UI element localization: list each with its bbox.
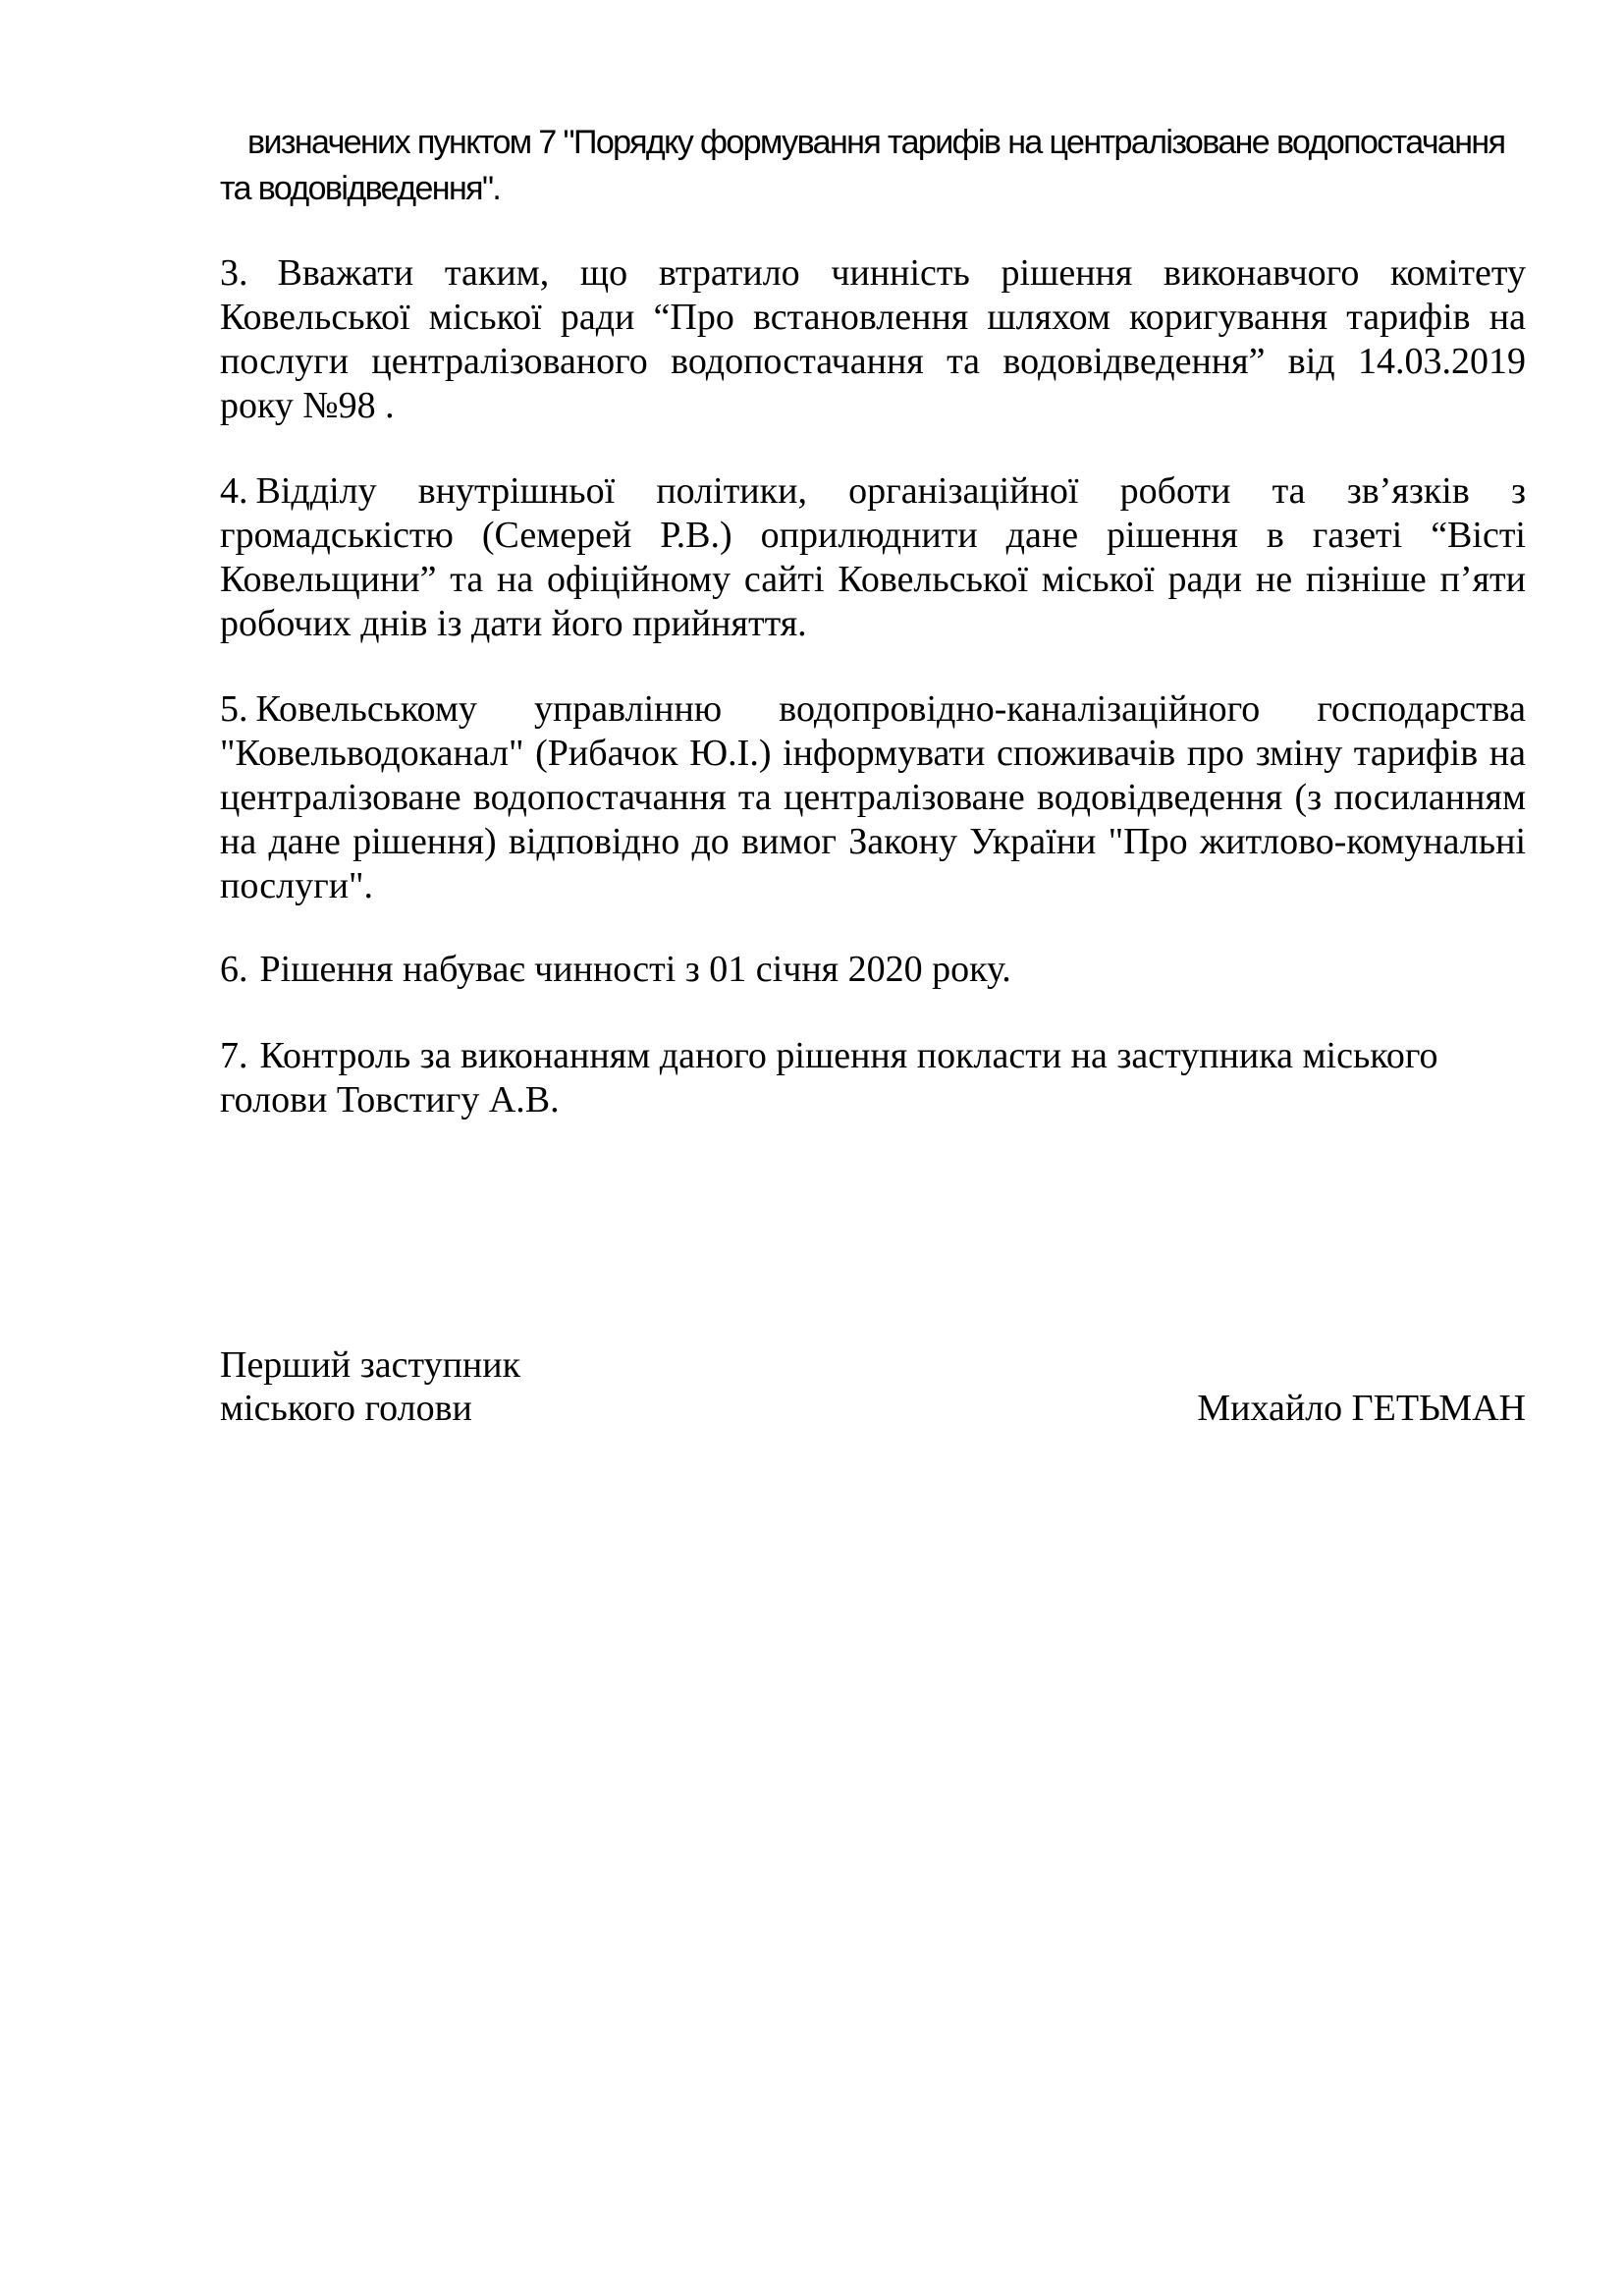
item-text: Контроль за виконанням даного рішення покласти на заступника міського голови Товстигу А.В.	[220, 1035, 1438, 1121]
item-text: Вважати таким, що втратило чинність рішення виконавчого комітету Ковельської міської ради “Про встановлення шляхом коригування тарифів на послуги централізованого водопостачання та водовідведення” від 14.03.2019 року №98 .	[220, 252, 1526, 426]
item-text: Рішення набуває чинності з 01 січня 2020 року.	[259, 949, 1011, 990]
item-text: Ковельському управлінню водопровідно-каналізаційного господарства "Ковельводоканал" (Рибачок Ю.І.) інформувати споживачів про зміну тарифів на централізоване водопостачання та централізоване водовідведення (з посиланням на дане рішення) відповідно до вимог Закону України "Про житлово-комунальні послуги".	[220, 688, 1526, 906]
continuation-paragraph	[220, 120, 1506, 212]
paragraph-item-4	[220, 469, 1526, 646]
paragraph-item-6	[220, 948, 1526, 992]
signature-block	[220, 1343, 1526, 1430]
item-number: 7.	[220, 1035, 248, 1076]
paragraph-item-3	[220, 251, 1526, 428]
paragraph-item-5	[220, 687, 1526, 908]
item-number: 6.	[220, 949, 248, 990]
item-number: 4.	[220, 470, 248, 512]
signatory-title-line-1: Перший заступник	[220, 1344, 521, 1386]
item-number: 3.	[220, 252, 248, 294]
signatory-name: Михайло ГЕТЬМАН	[1197, 1388, 1526, 1429]
item-number: 5.	[220, 688, 248, 730]
paragraph-item-7	[220, 1034, 1526, 1122]
continuation-line-2: та водовідведення".	[220, 170, 501, 207]
signature-row	[220, 1387, 1526, 1430]
continuation-line-1: визначених пунктом 7 "Порядку формування тарифів на централізоване водопостачання	[247, 124, 1505, 161]
item-text: Відділу внутрішньої політики, організаційної роботи та зв’язків з громадськістю (Семерей Р.В.) оприлюднити дане рішення в газеті “Вісті Ковельщини” та на офіційному сайті Ковельської міської ради не пізніше п’яти робочих днів із дати його прийняття.	[220, 470, 1526, 644]
signatory-title-line-2: міського голови	[220, 1388, 472, 1429]
